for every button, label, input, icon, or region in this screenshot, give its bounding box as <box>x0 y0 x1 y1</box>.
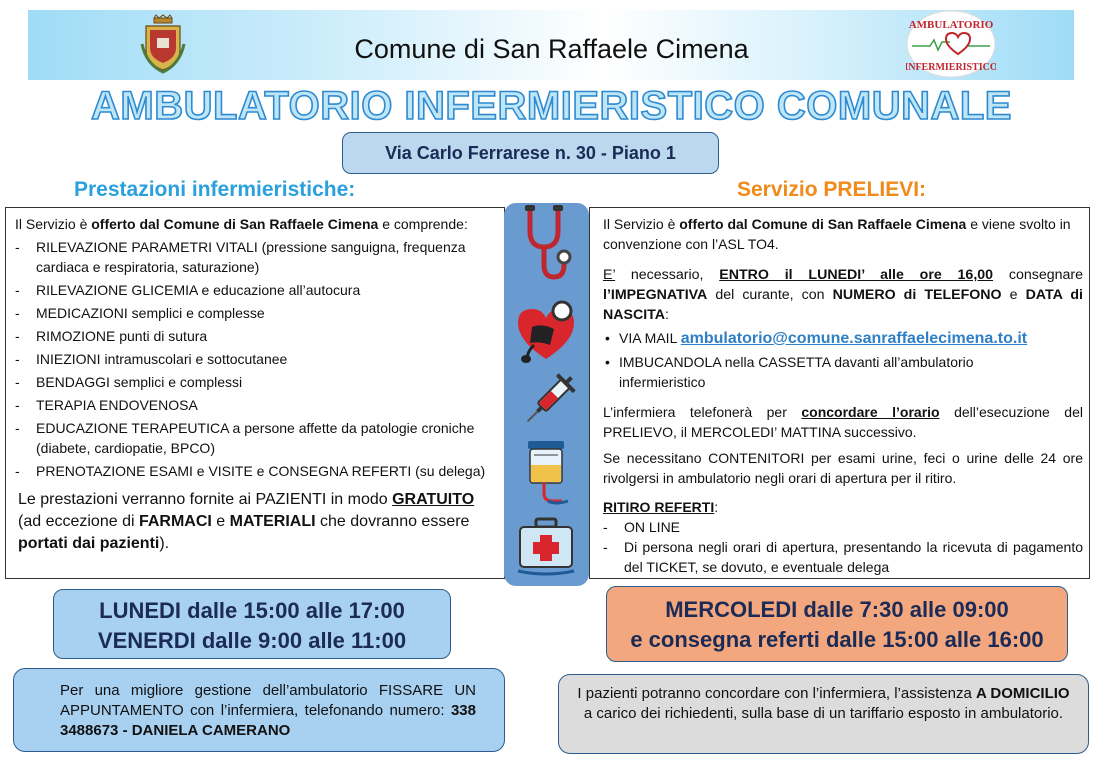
first-aid-kit-icon <box>514 513 578 577</box>
delivery-options <box>603 328 1083 392</box>
address-box: Via Carlo Ferrarese n. 30 - Piano 1 <box>342 132 719 174</box>
service-item: - PRENOTAZIONE ESAMI e VISITE e CONSEGNA REFERTI (su delega) <box>15 463 486 479</box>
left-section-title: Prestazioni infermieristiche: <box>74 178 356 201</box>
ritiro-item: - ON LINE <box>603 519 681 535</box>
services-intro: Il Servizio è offerto dal Comune di San Raffaele Cimena e comprende: <box>15 216 468 232</box>
svg-text:INFERMIERISTICO: INFERMIERISTICO <box>906 62 996 73</box>
service-item: - TERAPIA ENDOVENOSA <box>15 397 198 413</box>
delivery-option-mailbox: • IMBUCANDOLA nella CASSETTA davanti all’ambulatorio infermieristico <box>605 354 974 390</box>
municipality-name: Comune di San Raffaele Cimena <box>354 34 749 64</box>
ritiro-item: - Di persona negli orari di apertura, presentando la ricevuta di pagamento del TICKET, se dovuto, e eventuale delega <box>603 539 1083 575</box>
schedule-monday: LUNEDI dalle 15:00 alle 17:00 <box>99 598 405 623</box>
urine-container-icon <box>514 439 578 503</box>
blood-test-intro: Il Servizio è offerto dal Comune di San Raffaele Cimena e viene svolto in convenzione con l’ASL TO4. <box>603 216 1071 252</box>
page-title: AMBULATORIO INFERMIERISTICO COMUNALE <box>91 84 1012 128</box>
service-item: - RIMOZIONE punti di sutura <box>15 328 208 344</box>
blood-test-service-box <box>589 207 1090 579</box>
schedule-friday: VENERDI dalle 9:00 alle 11:00 <box>97 628 407 653</box>
appointment-note: Per una migliore gestione dell’ambulatorio FISSARE UN APPUNTAMENTO con l’infermiera, telefonando numero: 338 3488673 - DANIELA CAMERANO <box>13 668 505 752</box>
svg-text:AMBULATORIO: AMBULATORIO <box>908 19 994 31</box>
left-schedule-box <box>53 589 451 659</box>
stethoscope-icon <box>514 203 578 267</box>
ambulatorio-logo <box>906 10 996 78</box>
services-footer: Le prestazioni verranno fornite ai PAZIENTI in modo GRATUITO (ad eccezione di FARMACI e MATERIALI che dovranno essere portati dai pazienti). <box>18 491 475 552</box>
syringe-icon <box>514 371 578 435</box>
ritiro-referti-title: RITIRO REFERTI: <box>603 499 719 515</box>
containers-info: Se necessitano CONTENITORI per esami urine, feci o urine delle 24 ore rivolgersi in ambulatorio negli orari di apertura per il ritiro. <box>603 450 1083 486</box>
email-link[interactable]: ambulatorio@comune.sanraffaelecimena.to.it <box>680 330 1028 347</box>
services-list-box <box>5 207 505 579</box>
icon-column <box>504 203 589 586</box>
schedule-referti: e consegna referti dalle 15:00 alle 16:00 <box>630 627 1044 652</box>
right-schedule-box <box>606 586 1068 662</box>
ritiro-referti-list <box>603 517 1083 577</box>
blood-test-call-info: L’infermiera telefonerà per concordare l’orario dell’esecuzione del PRELIEVO, il MERCOLEDI’ MATTINA successivo. <box>603 404 1083 440</box>
home-care-note: I pazienti potranno concordare con l’infermiera, l’assistenza A DOMICILIO a carico dei richiedenti, sulla base di un tariffario esposto in ambulatorio. <box>558 674 1089 754</box>
heart-pressure-icon <box>514 297 578 361</box>
service-item: - MEDICAZIONI semplici e complesse <box>15 305 265 321</box>
blood-test-requirements: E’ necessario, ENTRO il LUNEDI’ alle ore 16,00 consegnare l’IMPEGNATIVA del curante, con NUMERO di TELEFONO e DATA di NASCITA: <box>603 267 1083 323</box>
schedule-wednesday: MERCOLEDI dalle 7:30 alle 09:00 <box>665 597 1009 622</box>
contact-phone: 338 3488673 - DANIELA CAMERANO <box>60 702 476 739</box>
service-item: - BENDAGGI semplici e complessi <box>15 374 243 390</box>
services-list <box>15 237 496 481</box>
delivery-option-mail: • VIA MAIL ambulatorio@comune.sanraffaelecimena.to.it <box>605 330 1028 347</box>
service-item: - RILEVAZIONE PARAMETRI VITALI (pressione sanguigna, frequenza cardiaca e respiratoria, saturazione) <box>15 239 466 275</box>
right-section-title: Servizio PRELIEVI: <box>737 178 927 201</box>
service-item: - EDUCAZIONE TERAPEUTICA a persone affette da patologie croniche (diabete, cardiopatie, BPCO) <box>15 420 475 456</box>
service-item: - INIEZIONI intramuscolari e sottocutanee <box>15 351 288 367</box>
service-item: - RILEVAZIONE GLICEMIA e educazione all’autocura <box>15 282 361 298</box>
